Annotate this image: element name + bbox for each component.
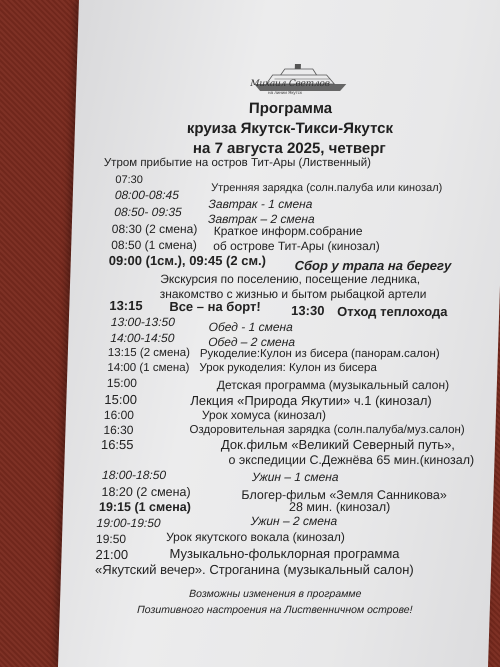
- event-label: Урок рукоделия: Кулон из бисера: [199, 362, 378, 374]
- event-label: об острове Тит-Ары (кинозал): [213, 239, 381, 253]
- event-label: Док.фильм «Великий Северный путь»,: [220, 437, 456, 452]
- event-label: Лекция «Природа Якутии» ч.1 (кинозал): [190, 393, 433, 408]
- event-label: Утренняя зарядка (солн.палуба или кинозал): [210, 182, 443, 194]
- time-label: 16:30: [103, 423, 134, 437]
- event-label: Обед - 1 смена: [208, 320, 294, 334]
- time-label: 15:00: [104, 392, 138, 407]
- event-label: Рукоделие:Кулон из бисера (панорам.салон): [199, 348, 440, 360]
- program-title: Программа: [248, 100, 333, 117]
- event-label: Урок якутского вокала (кинозал): [165, 530, 346, 544]
- time-label: 21:00: [95, 547, 129, 562]
- event-label: Ужин – 2 смена: [250, 514, 338, 528]
- time-label: 13:30: [290, 303, 325, 318]
- event-label: Детская программа (музыкальный салон): [216, 378, 450, 392]
- logo-tagline: на линии Якутск: [267, 90, 303, 95]
- event-label: Музыкально-фольклорная программа: [169, 546, 400, 561]
- excursion-description: знакомство с жизнью и бытом рыбацкой артели: [159, 287, 427, 301]
- ship-logo: [246, 60, 357, 98]
- program-date: на 7 августа 2025, четверг: [192, 140, 386, 157]
- arrival-intro: Утром прибытие на остров Тит-Ары (Лиственный): [103, 157, 372, 169]
- time-label: 14:00 (1 смена): [107, 362, 190, 374]
- event-label: Урок хомуса (кинозал): [201, 408, 327, 422]
- event-label: Краткое информ.собрание: [213, 224, 363, 238]
- event-label: Блогер-фильм «Земля Санникова»: [241, 488, 448, 502]
- event-label: Завтрак - 1 смена: [208, 197, 313, 211]
- time-label: 16:00: [103, 408, 135, 422]
- time-label: 19:50: [95, 532, 127, 546]
- cruise-route: круиза Якутск-Тикси-Якутск: [186, 120, 394, 137]
- time-label: 08:30 (2 смена): [111, 222, 198, 236]
- event-label: Завтрак – 2 смена: [207, 212, 315, 226]
- event-label: Ужин – 1 смена: [251, 470, 339, 484]
- closing-wish: Позитивного настроения на Лиственничном острове!: [136, 604, 413, 616]
- time-label: 08:00-08:45: [114, 188, 180, 202]
- schedule-sheet: [58, 0, 500, 667]
- event-label: «Якутский вечер». Строганина (музыкальный салон): [94, 562, 414, 577]
- time-label: 07:30: [115, 174, 144, 186]
- time-label: 19:15 (1 смена): [98, 500, 192, 514]
- changes-notice: Возможны изменения в программе: [188, 588, 362, 600]
- time-label: 18:00-18:50: [101, 468, 167, 482]
- time-label: 13:15 (2 смена): [107, 347, 191, 359]
- time-label: 13:15: [109, 298, 143, 313]
- event-label: Оздоровительная зарядка (солн.палуба/муз.салон): [189, 424, 465, 436]
- excursion-description: Экскурсия по поселению, посещение ледника,: [159, 272, 421, 286]
- time-label: 08:50- 09:35: [114, 205, 182, 219]
- time-label: 13:00-13:50: [110, 315, 176, 329]
- event-label: Все – на борт!: [169, 299, 262, 314]
- time-label: 18:20 (2 смена): [101, 485, 191, 499]
- time-label: 19:00-19:50: [96, 516, 161, 530]
- time-label: 08:50 (1 смена): [111, 238, 198, 252]
- time-label: 15:00: [106, 376, 138, 390]
- event-label: Отход теплохода: [336, 304, 448, 319]
- event-label: Обед – 2 смена: [207, 335, 296, 349]
- event-label: Сбор у трапа на берегу: [294, 258, 452, 273]
- event-label: 28 мин. (кинозал): [288, 500, 391, 514]
- time-label: 16:55: [100, 437, 134, 452]
- time-label: 14:00-14:50: [110, 331, 175, 345]
- logo-ship-name: Михаил Светлов: [250, 79, 330, 89]
- time-label: 09:00 (1см.), 09:45 (2 см.): [108, 253, 267, 268]
- event-label: о экспедиции С.Дежнёва 65 мин.(кинозал): [228, 453, 475, 467]
